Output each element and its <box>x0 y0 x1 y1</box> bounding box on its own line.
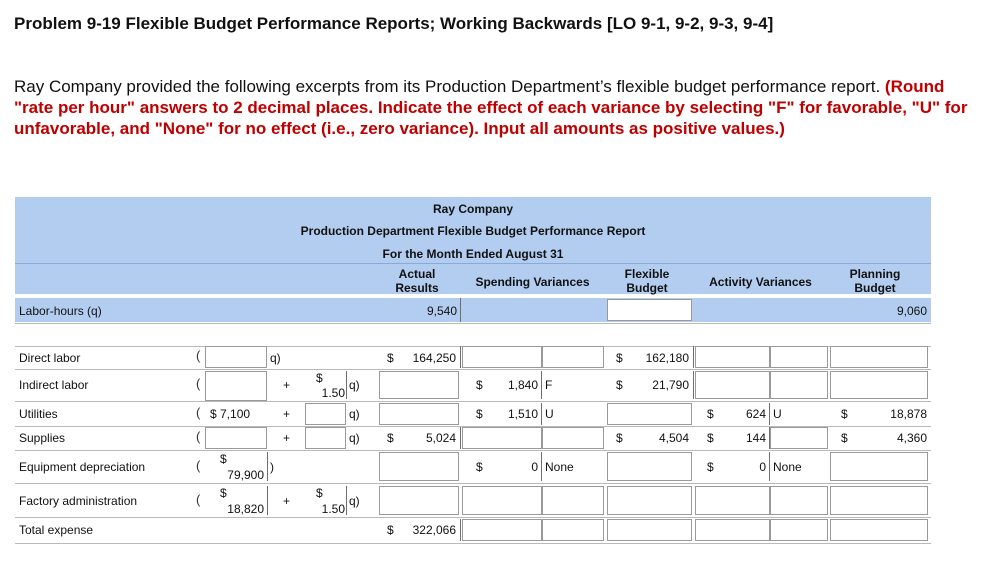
q-close: q) <box>270 351 281 365</box>
factory-admin-actual-input[interactable] <box>379 486 459 515</box>
equipment-flex-input[interactable] <box>607 452 692 481</box>
direct-labor-spend-input[interactable] <box>462 346 542 368</box>
labor-hours-planning: 9,060 <box>896 304 927 318</box>
open-paren: ( <box>196 458 201 473</box>
divider <box>346 371 347 399</box>
utilities-actual-input[interactable] <box>379 403 459 425</box>
divider <box>460 298 461 322</box>
row-label-indirect-labor: Indirect labor <box>19 378 89 392</box>
col-planning-line1: Planning <box>849 267 901 281</box>
problem-intro <box>14 76 979 139</box>
col-activity-variances: Activity Variances <box>709 275 812 289</box>
col-actual-results <box>377 267 457 295</box>
factory-admin-activity-input[interactable] <box>695 486 770 515</box>
supplies-fixed-input[interactable] <box>205 427 267 449</box>
equipment-activity: 0 <box>759 460 766 474</box>
utilities-activity: 624 <box>745 407 766 421</box>
col-flexible-budget <box>607 267 687 295</box>
total-activity-effect-select[interactable] <box>770 519 828 541</box>
supplies-flex: 4,504 <box>658 431 689 445</box>
total-spend-input[interactable] <box>462 519 542 541</box>
utilities-spend-sign: $ <box>476 407 483 421</box>
supplies-actual: 5,024 <box>425 431 456 445</box>
plus-sign: + <box>283 407 291 421</box>
factory-admin-activity-effect-select[interactable] <box>770 486 828 515</box>
divider <box>346 486 347 515</box>
direct-labor-actual-sign: $ <box>387 351 394 365</box>
open-paren: ( <box>196 429 201 444</box>
q-close: q) <box>349 494 360 508</box>
indirect-labor-actual-input[interactable] <box>379 371 459 399</box>
row-label-labor-hours: Labor-hours (q) <box>19 304 102 318</box>
equipment-actual-input[interactable] <box>379 452 459 481</box>
divider <box>693 346 694 368</box>
direct-labor-fixed-input[interactable] <box>205 346 267 368</box>
supplies-planning: 4,360 <box>896 431 927 445</box>
total-flex-input[interactable] <box>607 519 692 541</box>
divider <box>541 452 542 481</box>
open-paren: ( <box>196 492 201 507</box>
indirect-labor-activity-effect-select[interactable] <box>770 371 828 399</box>
labor-hours-band <box>15 298 931 322</box>
indirect-labor-spend-effect: F <box>545 378 553 392</box>
utilities-planning: 18,878 <box>890 407 927 421</box>
open-paren: ( <box>196 405 201 420</box>
open-paren: ( <box>196 348 201 363</box>
utilities-flex-input[interactable] <box>607 403 692 425</box>
divider <box>267 452 268 481</box>
factory-admin-fixed: 18,820 <box>227 502 264 516</box>
total-actual: 322,066 <box>412 523 456 537</box>
row-divider <box>15 517 931 518</box>
direct-labor-flex-sign: $ <box>616 351 623 365</box>
q-close: q) <box>349 431 360 445</box>
row-label-total-expense: Total expense <box>19 523 94 537</box>
utilities-fixed: $ 7,100 <box>210 407 251 421</box>
row-label-direct-labor: Direct labor <box>19 351 81 365</box>
indirect-labor-fixed-input[interactable] <box>205 371 267 401</box>
direct-labor-activity-input[interactable] <box>695 346 770 368</box>
supplies-spend-input[interactable] <box>462 427 542 449</box>
indirect-labor-rate-sign: $ <box>316 371 323 385</box>
instructions-text: (Round "rate per hour" answers to 2 decimal places. Indicate the effect of each variance by selecting "F" for favorable, "U" for unfavorable, and "None" for no effect (i.e., zero variance). Input all amounts as positive values.) <box>14 77 968 138</box>
row-label-utilities: Utilities <box>19 407 58 421</box>
row-divider <box>15 323 931 324</box>
supplies-rate-input[interactable] <box>305 427 346 449</box>
row-divider <box>15 543 931 544</box>
divider <box>769 452 770 481</box>
q-close: q) <box>349 378 360 392</box>
factory-admin-spend-effect-select[interactable] <box>542 486 604 515</box>
supplies-spend-effect-select[interactable] <box>542 427 604 449</box>
col-actual-line2: Results <box>395 281 439 295</box>
col-spending-variances: Spending Variances <box>475 275 590 289</box>
total-actual-sign: $ <box>387 523 394 537</box>
divider <box>460 427 461 449</box>
report-title: Production Department Flexible Budget Performance Report <box>300 224 646 238</box>
divider <box>693 371 694 399</box>
factory-admin-rate: 1.50 <box>321 502 345 516</box>
utilities-rate-input[interactable] <box>305 403 346 425</box>
factory-admin-spend-input[interactable] <box>462 486 542 515</box>
supplies-actual-sign: $ <box>387 431 394 445</box>
labor-hours-flexible-input[interactable] <box>607 299 692 321</box>
indirect-labor-spend: 1,840 <box>507 378 538 392</box>
utilities-activity-effect: U <box>773 407 782 421</box>
labor-hours-actual: 9,540 <box>426 304 457 318</box>
utilities-plan-sign: $ <box>841 407 848 421</box>
equipment-spend-effect: None <box>545 460 574 474</box>
direct-labor-actual: 164,250 <box>412 351 456 365</box>
indirect-labor-rate: 1.50 <box>321 386 345 400</box>
divider <box>460 519 461 541</box>
supplies-activity: 144 <box>745 431 766 445</box>
row-label-equipment-depreciation: Equipment depreciation <box>19 460 146 474</box>
row-divider <box>15 483 931 484</box>
total-activity-input[interactable] <box>695 519 770 541</box>
indirect-labor-flex: 21,790 <box>652 378 689 392</box>
supplies-activity-effect-select[interactable] <box>770 427 828 449</box>
q-close: q) <box>349 407 360 421</box>
equipment-fixed-sign: $ <box>220 452 227 466</box>
supplies-activity-sign: $ <box>707 431 714 445</box>
supplies-plan-sign: $ <box>841 431 848 445</box>
utilities-spend: 1,510 <box>507 407 538 421</box>
factory-admin-flex-input[interactable] <box>607 486 692 515</box>
open-paren: ( <box>196 376 201 391</box>
performance-report-table <box>15 197 931 545</box>
factory-admin-planning-input[interactable] <box>830 486 928 515</box>
row-divider <box>15 450 931 451</box>
plus-sign: + <box>283 378 291 392</box>
direct-labor-spend-effect-select[interactable] <box>542 346 604 368</box>
report-period: For the Month Ended August 31 <box>382 247 564 261</box>
divider <box>541 371 542 399</box>
col-flexible-line2: Budget <box>626 281 668 295</box>
equipment-activity-effect: None <box>773 460 802 474</box>
direct-labor-activity-effect-select[interactable] <box>770 346 828 368</box>
divider <box>460 346 461 368</box>
row-divider <box>15 401 931 402</box>
intro-text: Ray Company provided the following excerpts from its Production Department’s flexible budget performance report. <box>14 77 881 96</box>
col-actual-line1: Actual <box>398 267 436 281</box>
divider <box>267 486 268 515</box>
supplies-flex-sign: $ <box>616 431 623 445</box>
total-spend-effect-select[interactable] <box>542 519 604 541</box>
direct-labor-flex: 162,180 <box>645 351 689 365</box>
plus-sign: + <box>283 431 291 445</box>
equipment-spend-sign: $ <box>476 460 483 474</box>
factory-admin-fixed-sign: $ <box>220 486 227 500</box>
row-divider <box>15 369 931 370</box>
divider <box>541 403 542 425</box>
equipment-planning-input[interactable] <box>830 452 928 481</box>
divider <box>769 403 770 425</box>
col-flexible-line1: Flexible <box>624 267 670 281</box>
row-label-factory-administration: Factory administration <box>19 494 138 508</box>
utilities-activity-sign: $ <box>707 407 714 421</box>
company-name: Ray Company <box>432 202 514 216</box>
indirect-labor-flex-sign: $ <box>616 378 623 392</box>
header-divider <box>15 263 931 264</box>
indirect-labor-planning-input[interactable] <box>830 371 928 399</box>
indirect-labor-spend-sign: $ <box>476 378 483 392</box>
direct-labor-planning-input[interactable] <box>830 346 928 368</box>
problem-title: Problem 9-19 Flexible Budget Performance Reports; Working Backwards [LO 9-1, 9-2, 9-3, 9-4] <box>14 14 774 33</box>
row-label-supplies: Supplies <box>19 431 66 445</box>
utilities-spend-effect: U <box>545 407 554 421</box>
factory-admin-rate-sign: $ <box>316 486 323 500</box>
total-planning-input[interactable] <box>830 519 928 541</box>
close-paren: ) <box>270 460 274 474</box>
indirect-labor-activity-input[interactable] <box>695 371 770 399</box>
equipment-spend: 0 <box>531 460 538 474</box>
equipment-fixed: 79,900 <box>227 468 264 482</box>
plus-sign: + <box>283 494 291 508</box>
col-planning-budget <box>830 267 920 295</box>
equipment-activity-sign: $ <box>707 460 714 474</box>
col-planning-line2: Budget <box>854 281 896 295</box>
